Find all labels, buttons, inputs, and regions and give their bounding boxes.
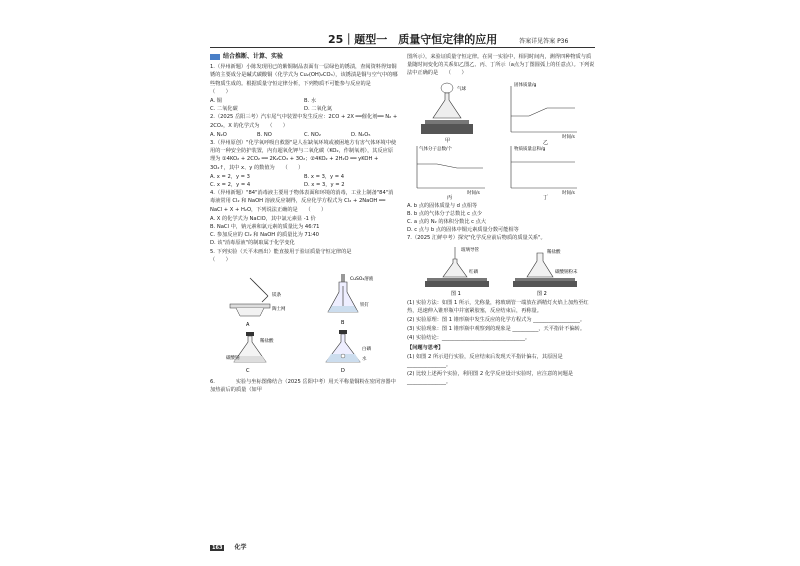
option: A. b 点的固体质量与 d 点相等 <box>407 202 478 209</box>
option: C. 参加反应的 Cl₂ 和 NaOH 的质量比为 71∶40 <box>210 232 319 239</box>
option: D. 该"消毒原液"的制取属于化学变化 <box>210 240 295 247</box>
svg-text:红磷: 红磷 <box>469 269 478 275</box>
figure-1 <box>425 246 489 297</box>
option: B. NaCl 中，钠元素和氯元素的质量比为 46∶71 <box>210 224 320 231</box>
question-2: 2.（2025 岳阳三考）汽车尾气中装置中发生反应：2CO + 2X ══催化剂══ N₂ + 2CO₂，X 的化学式为 （ ） <box>210 114 398 129</box>
graph-gas-molecules <box>417 145 485 200</box>
svg-text:碳酸钠: 碳酸钠 <box>226 356 240 362</box>
section-marker-icon <box>210 54 220 60</box>
svg-text:丙: 丙 <box>447 194 453 200</box>
figure-2 <box>513 248 578 297</box>
option: C. x = 2，y = 4 <box>210 182 251 189</box>
question-6-options <box>407 202 595 235</box>
svg-text:稀盐酸: 稀盐酸 <box>547 249 561 255</box>
option: C. NO₂ <box>304 131 321 138</box>
svg-text:图 2: 图 2 <box>537 290 547 297</box>
question-7: 7.（2025 汇鲜中考）探究"化学反应前后物质的质量关系"。 <box>407 235 546 242</box>
option: D. c 点与 b 点的固体中铜元素质量分数可能相等 <box>407 227 519 234</box>
question-6-continued: 图所示），来验证质量守恒定律。在同一实验中，相同时间内，测得四种物质与质量随时间变化的关系如乙图乙、丙、丁所示（a点为丁图圆弧上的任意点）。下列说法中正确的是 （ ） <box>407 54 595 77</box>
answer-reference: 答案详见答案 P36 <box>519 38 569 45</box>
question-6-graphs <box>407 80 595 200</box>
apparatus-d <box>326 330 371 374</box>
svg-text:A: A <box>246 322 250 329</box>
question-7-part-4: (4) 实验结论：________________________________。 <box>407 335 531 342</box>
svg-text:陶土网: 陶土网 <box>272 307 286 313</box>
option: B. b 点的气体分子总数比 c 点少 <box>407 210 483 217</box>
question-4-options <box>210 215 398 248</box>
question-3-options <box>210 173 398 189</box>
page-number: 163 <box>212 545 223 551</box>
option: A. X 的化学式为 NaClO，其中氯元素显 -1 价 <box>210 215 316 222</box>
option: B. 水 <box>304 98 317 105</box>
question-7-part-2: (2) 实验原理：图 1 锥形瓶中发生反应的化学方程式为 __________________。 <box>407 317 586 324</box>
balance-setup <box>421 83 473 144</box>
option: D. x = 3，y = 2 <box>304 182 345 189</box>
svg-text:镁条: 镁条 <box>272 293 281 299</box>
svg-text:白磷: 白磷 <box>362 347 371 353</box>
question-3: 3.（异州原创）"化学氧呼吸自救器"是人在缺氧环境或被困地方有害气体环境中使用的一种安全防护装置，内有超氧化钾与二氧化碳（KO₂，作制氧剂），其反应原理为 ①4KO₂ + 2CO₂ ══ 2K₂CO₃ + 3O₂；②4KO₂ + 2H₂O ══ yKOH + 3O₂↑，其中 x、y 的数值为 （ ） <box>210 140 397 171</box>
section-heading: 结合推断、计算、实验 <box>210 53 398 61</box>
subject-label: 化学 <box>234 544 247 551</box>
option: A. x = 2，y = 3 <box>210 173 250 180</box>
option: A. N₂O <box>210 131 227 138</box>
question-5: 5. 下列实验（天平未画出）能直接用于验证质量守恒定律的是 （ ） <box>210 248 404 263</box>
svg-text:铁钉: 铁钉 <box>360 303 369 309</box>
svg-text:气球: 气球 <box>457 86 466 92</box>
question-7-figures <box>407 245 595 297</box>
svg-text:稀盐酸: 稀盐酸 <box>260 339 274 345</box>
header-divider <box>210 47 595 48</box>
svg-text:碳酸钠粉末: 碳酸钠粉末 <box>555 269 578 275</box>
option: A. 铜 <box>210 98 222 105</box>
svg-text:固体质量/g: 固体质量/g <box>514 82 537 88</box>
document-page <box>210 25 595 555</box>
page-header <box>328 31 568 47</box>
question-4: 4.（异州新题）"84"消毒液主要用于物体表面和环境的消毒，工业上制备"84"消毒液常用 Cl₂ 和 NaOH 溶液反应制得，反应化学方程式为 Cl₂ + 2NaOH ══ NaCl + X + H₂O，下列说法正确的是 （ ） <box>210 190 394 213</box>
graph-total-mass <box>511 145 577 200</box>
svg-text:CuSO₄溶液: CuSO₄溶液 <box>350 277 374 283</box>
option: C. 二氧化碳 <box>210 106 238 113</box>
svg-text:甲: 甲 <box>445 137 451 144</box>
svg-text:乙: 乙 <box>543 139 549 146</box>
svg-text:时间/s: 时间/s <box>562 190 575 196</box>
apparatus-b <box>328 274 374 326</box>
question-7-part-1: (1) 实验方法：如图 1 所示，先称量，将玻璃管一端放在酒精灯火焰上加热至红热，迅速伸入锥形瓶中并塞紧胶塞，反应结束后，再称量。 <box>407 299 589 314</box>
svg-text:D: D <box>341 368 345 375</box>
thinking-heading: 【问题与思考】 <box>407 344 444 351</box>
svg-text:B: B <box>341 320 345 327</box>
svg-text:水: 水 <box>362 357 367 363</box>
question-1-options <box>210 97 398 113</box>
question-5-apparatus-figure <box>210 266 398 376</box>
svg-text:气体分子总数/个: 气体分子总数/个 <box>419 146 453 152</box>
question-7-part-3: (3) 实验现象：图 1 锥形瓶中观察到的现象是 __________，天平指针不偏转。 <box>407 326 586 333</box>
page-footer <box>210 542 247 551</box>
page-title: 25｜题型一 质量守恒定律的应用 <box>328 33 498 46</box>
svg-text:时间/s: 时间/s <box>467 190 480 196</box>
question-6-start: 6. 实验与坐标图像结合（2025 岳阳中考）用天平称量铜粉在密闭容器中加热前后的质量（如甲 <box>210 379 396 394</box>
apparatus-c <box>226 332 274 374</box>
right-column <box>407 53 595 388</box>
apparatus-a <box>230 278 286 328</box>
svg-text:玻璃导管: 玻璃导管 <box>461 247 479 253</box>
option: D. N₂O₅ <box>351 131 371 138</box>
svg-text:时间/s: 时间/s <box>562 134 575 140</box>
thinking-question-1: (1) 如图 2 所示进行实验，反应结束后发现天平指针偏右，其原因是 _______________。 <box>407 353 563 369</box>
svg-text:图 1: 图 1 <box>451 290 461 297</box>
left-column <box>210 53 404 395</box>
graph-solid-mass <box>511 81 577 146</box>
option: C. a 点的 N₂ 的体积分数比 c 点大 <box>407 219 487 226</box>
option: B. x = 3，y = 4 <box>304 173 345 180</box>
svg-text:物质质量总和/g: 物质质量总和/g <box>514 146 546 152</box>
option: D. 二氧化氮 <box>304 106 333 113</box>
thinking-question-2: (2) 比较上述两个实验，利用图 2 化学反应设计实验时，应注意的问题是 _______________。 <box>407 371 574 386</box>
question-2-options <box>210 131 398 139</box>
svg-text:丁: 丁 <box>543 194 549 200</box>
option: B. NO <box>257 131 272 138</box>
question-1: 1.（异州新题）小陈发现用已的紫铜制品表面有一层绿色的锈渍，查阅资料得知铜锈的主要成分是碱式碳酸铜（化学式为 Cu₂(OH)₂CO₃），该锈渍是铜与空气中的哪些物质生成的。根据质量守恒定律分析，下列物质不可能参与反应的是 （ ） <box>210 64 398 95</box>
svg-text:C: C <box>246 368 250 375</box>
